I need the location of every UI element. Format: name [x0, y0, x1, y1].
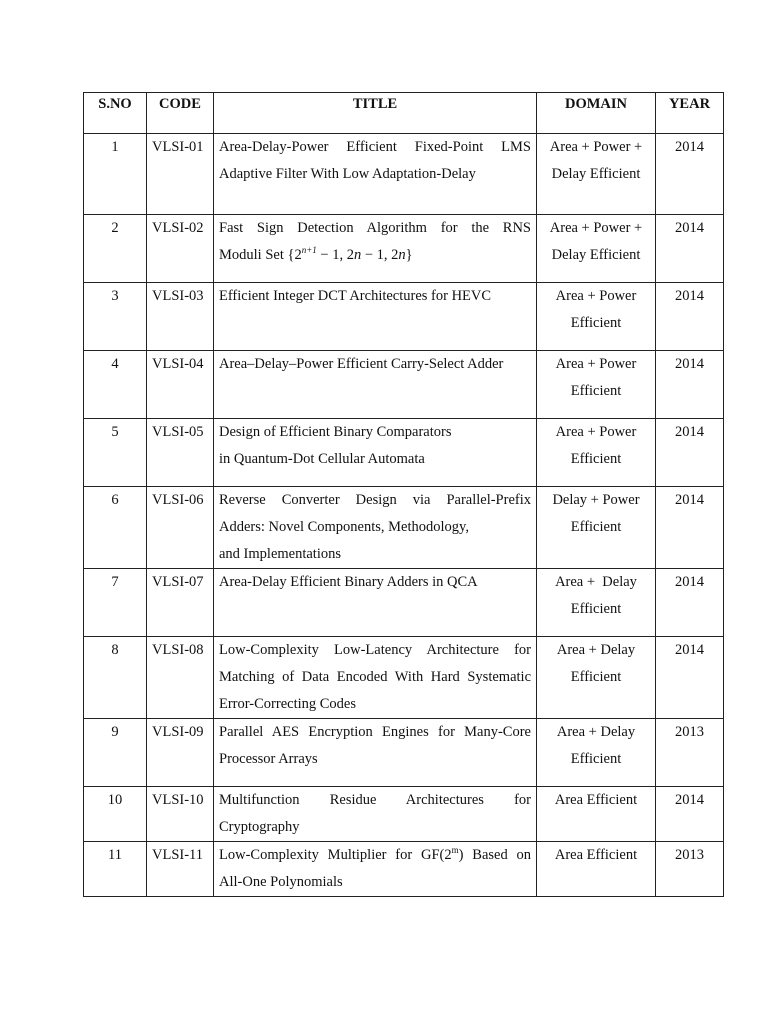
header-sno: S.NO: [84, 93, 147, 134]
math-text: − 1, 2: [361, 247, 399, 263]
title-line: Reverse Converter Design via Parallel-Prefix: [219, 492, 531, 508]
math-exponent: m: [451, 845, 459, 855]
project-list-table: [83, 92, 724, 897]
title-line: Fast Sign Detection Algorithm for the RNS: [219, 220, 531, 236]
cell-code: VLSI-05: [147, 419, 214, 487]
cell-domain: [537, 283, 656, 351]
table-row: [84, 419, 724, 487]
cell-domain: [537, 215, 656, 283]
cell-code: VLSI-09: [147, 719, 214, 787]
cell-domain: [537, 842, 656, 897]
math-variable: n: [353, 247, 362, 263]
title-line: Error-Correcting Codes: [219, 696, 357, 712]
math-text: − 1, 2: [316, 247, 354, 263]
cell-domain: [537, 719, 656, 787]
table-row: [84, 719, 724, 787]
table-row: [84, 487, 724, 569]
domain-line: Efficient: [570, 315, 622, 331]
cell-sno: 11: [84, 842, 147, 897]
cell-sno: 4: [84, 351, 147, 419]
math-text: ) Based on: [458, 847, 532, 863]
cell-sno: 8: [84, 637, 147, 719]
domain-line: Delay + Power: [552, 492, 640, 508]
domain-line: Efficient: [570, 519, 622, 535]
cell-year: 2014: [656, 787, 724, 842]
title-line-math: [219, 242, 531, 269]
title-line: Area–Delay–Power Efficient Carry-Select Adder: [219, 356, 504, 372]
title-line: Matching of Data Encoded With Hard Systematic: [219, 669, 531, 685]
math-text: Low-Complexity Multiplier for GF(2: [219, 847, 452, 863]
domain-line: Area + Delay: [556, 642, 636, 658]
header-row: [84, 93, 724, 134]
table-row: [84, 215, 724, 283]
header-domain: DOMAIN: [537, 93, 656, 134]
title-line: in Quantum-Dot Cellular Automata: [219, 451, 425, 467]
cell-sno: 7: [84, 569, 147, 637]
math-text: Moduli Set {2: [219, 247, 302, 263]
math-variable: n: [398, 247, 406, 263]
cell-title: [214, 419, 537, 487]
cell-sno: 10: [84, 787, 147, 842]
cell-domain: [537, 419, 656, 487]
cell-year: 2013: [656, 842, 724, 897]
cell-title: [214, 134, 537, 215]
domain-line: Area + Power +: [549, 220, 643, 236]
title-line: Processor Arrays: [219, 751, 318, 767]
domain-line: Efficient: [570, 383, 622, 399]
cell-code: VLSI-01: [147, 134, 214, 215]
cell-title: [214, 787, 537, 842]
cell-year: 2014: [656, 487, 724, 569]
cell-year: 2013: [656, 719, 724, 787]
cell-year: 2014: [656, 215, 724, 283]
domain-line: Area Efficient: [554, 792, 638, 808]
cell-year: 2014: [656, 637, 724, 719]
cell-title: [214, 719, 537, 787]
table-row: [84, 351, 724, 419]
cell-sno: 9: [84, 719, 147, 787]
cell-sno: 3: [84, 283, 147, 351]
title-line: All-One Polynomials: [219, 874, 343, 890]
cell-code: VLSI-07: [147, 569, 214, 637]
cell-code: VLSI-10: [147, 787, 214, 842]
title-line: Multifunction Residue Architectures for: [219, 792, 531, 808]
cell-domain: [537, 637, 656, 719]
cell-title: [214, 351, 537, 419]
cell-domain: [537, 487, 656, 569]
header-year: YEAR: [656, 93, 724, 134]
domain-line: Area + Power: [555, 288, 637, 304]
cell-title: [214, 842, 537, 897]
title-line: Efficient Integer DCT Architectures for HEVC: [219, 288, 492, 304]
domain-line: Area + Power: [555, 356, 637, 372]
title-line: Adders: Novel Components, Methodology,: [219, 519, 469, 535]
cell-year: 2014: [656, 419, 724, 487]
domain-line: Efficient: [570, 669, 622, 685]
cell-title: [214, 569, 537, 637]
cell-code: VLSI-03: [147, 283, 214, 351]
table-row: [84, 637, 724, 719]
cell-sno: 6: [84, 487, 147, 569]
table-row: [84, 134, 724, 215]
table-row: [84, 787, 724, 842]
cell-title: [214, 215, 537, 283]
cell-year: 2014: [656, 351, 724, 419]
domain-line: Delay Efficient: [551, 247, 641, 263]
cell-sno: 5: [84, 419, 147, 487]
table-row: [84, 842, 724, 897]
cell-domain: [537, 351, 656, 419]
domain-line: Efficient: [570, 751, 622, 767]
cell-domain: [537, 134, 656, 215]
domain-line: Area + Power: [555, 424, 637, 440]
cell-title: [214, 487, 537, 569]
header-title: TITLE: [214, 93, 537, 134]
title-line: Area-Delay-Power Efficient Fixed-Point LMS: [219, 139, 531, 155]
cell-sno: 1: [84, 134, 147, 215]
cell-title: [214, 637, 537, 719]
domain-line: Area Efficient: [554, 847, 638, 863]
domain-line: Area + Delay: [555, 574, 637, 590]
title-line: Parallel AES Encryption Engines for Many-Core: [219, 724, 531, 740]
math-text: }: [405, 247, 413, 263]
domain-line: Area + Delay: [556, 724, 636, 740]
cell-year: 2014: [656, 283, 724, 351]
cell-domain: [537, 787, 656, 842]
cell-code: VLSI-11: [147, 842, 214, 897]
title-line: Cryptography: [219, 819, 300, 835]
math-exponent: n+1: [301, 245, 317, 255]
cell-code: VLSI-08: [147, 637, 214, 719]
domain-line: Efficient: [570, 601, 622, 617]
title-line-math: [219, 842, 531, 869]
cell-domain: [537, 569, 656, 637]
header-code: CODE: [147, 93, 214, 134]
title-line: Adaptive Filter With Low Adaptation-Delay: [219, 166, 476, 182]
cell-code: VLSI-02: [147, 215, 214, 283]
domain-line: Efficient: [570, 451, 622, 467]
table-header: [84, 93, 724, 134]
title-line: Area-Delay Efficient Binary Adders in QCA: [219, 574, 478, 590]
table-row: [84, 283, 724, 351]
cell-code: VLSI-04: [147, 351, 214, 419]
cell-code: VLSI-06: [147, 487, 214, 569]
cell-year: 2014: [656, 569, 724, 637]
title-line: and Implementations: [219, 546, 342, 562]
cell-year: 2014: [656, 134, 724, 215]
title-line: Design of Efficient Binary Comparators: [219, 424, 452, 440]
title-line: Low-Complexity Low-Latency Architecture for: [219, 642, 531, 658]
cell-sno: 2: [84, 215, 147, 283]
domain-line: Delay Efficient: [551, 166, 641, 182]
table-row: [84, 569, 724, 637]
cell-title: [214, 283, 537, 351]
table-body: [84, 134, 724, 897]
domain-line: Area + Power +: [549, 139, 643, 155]
